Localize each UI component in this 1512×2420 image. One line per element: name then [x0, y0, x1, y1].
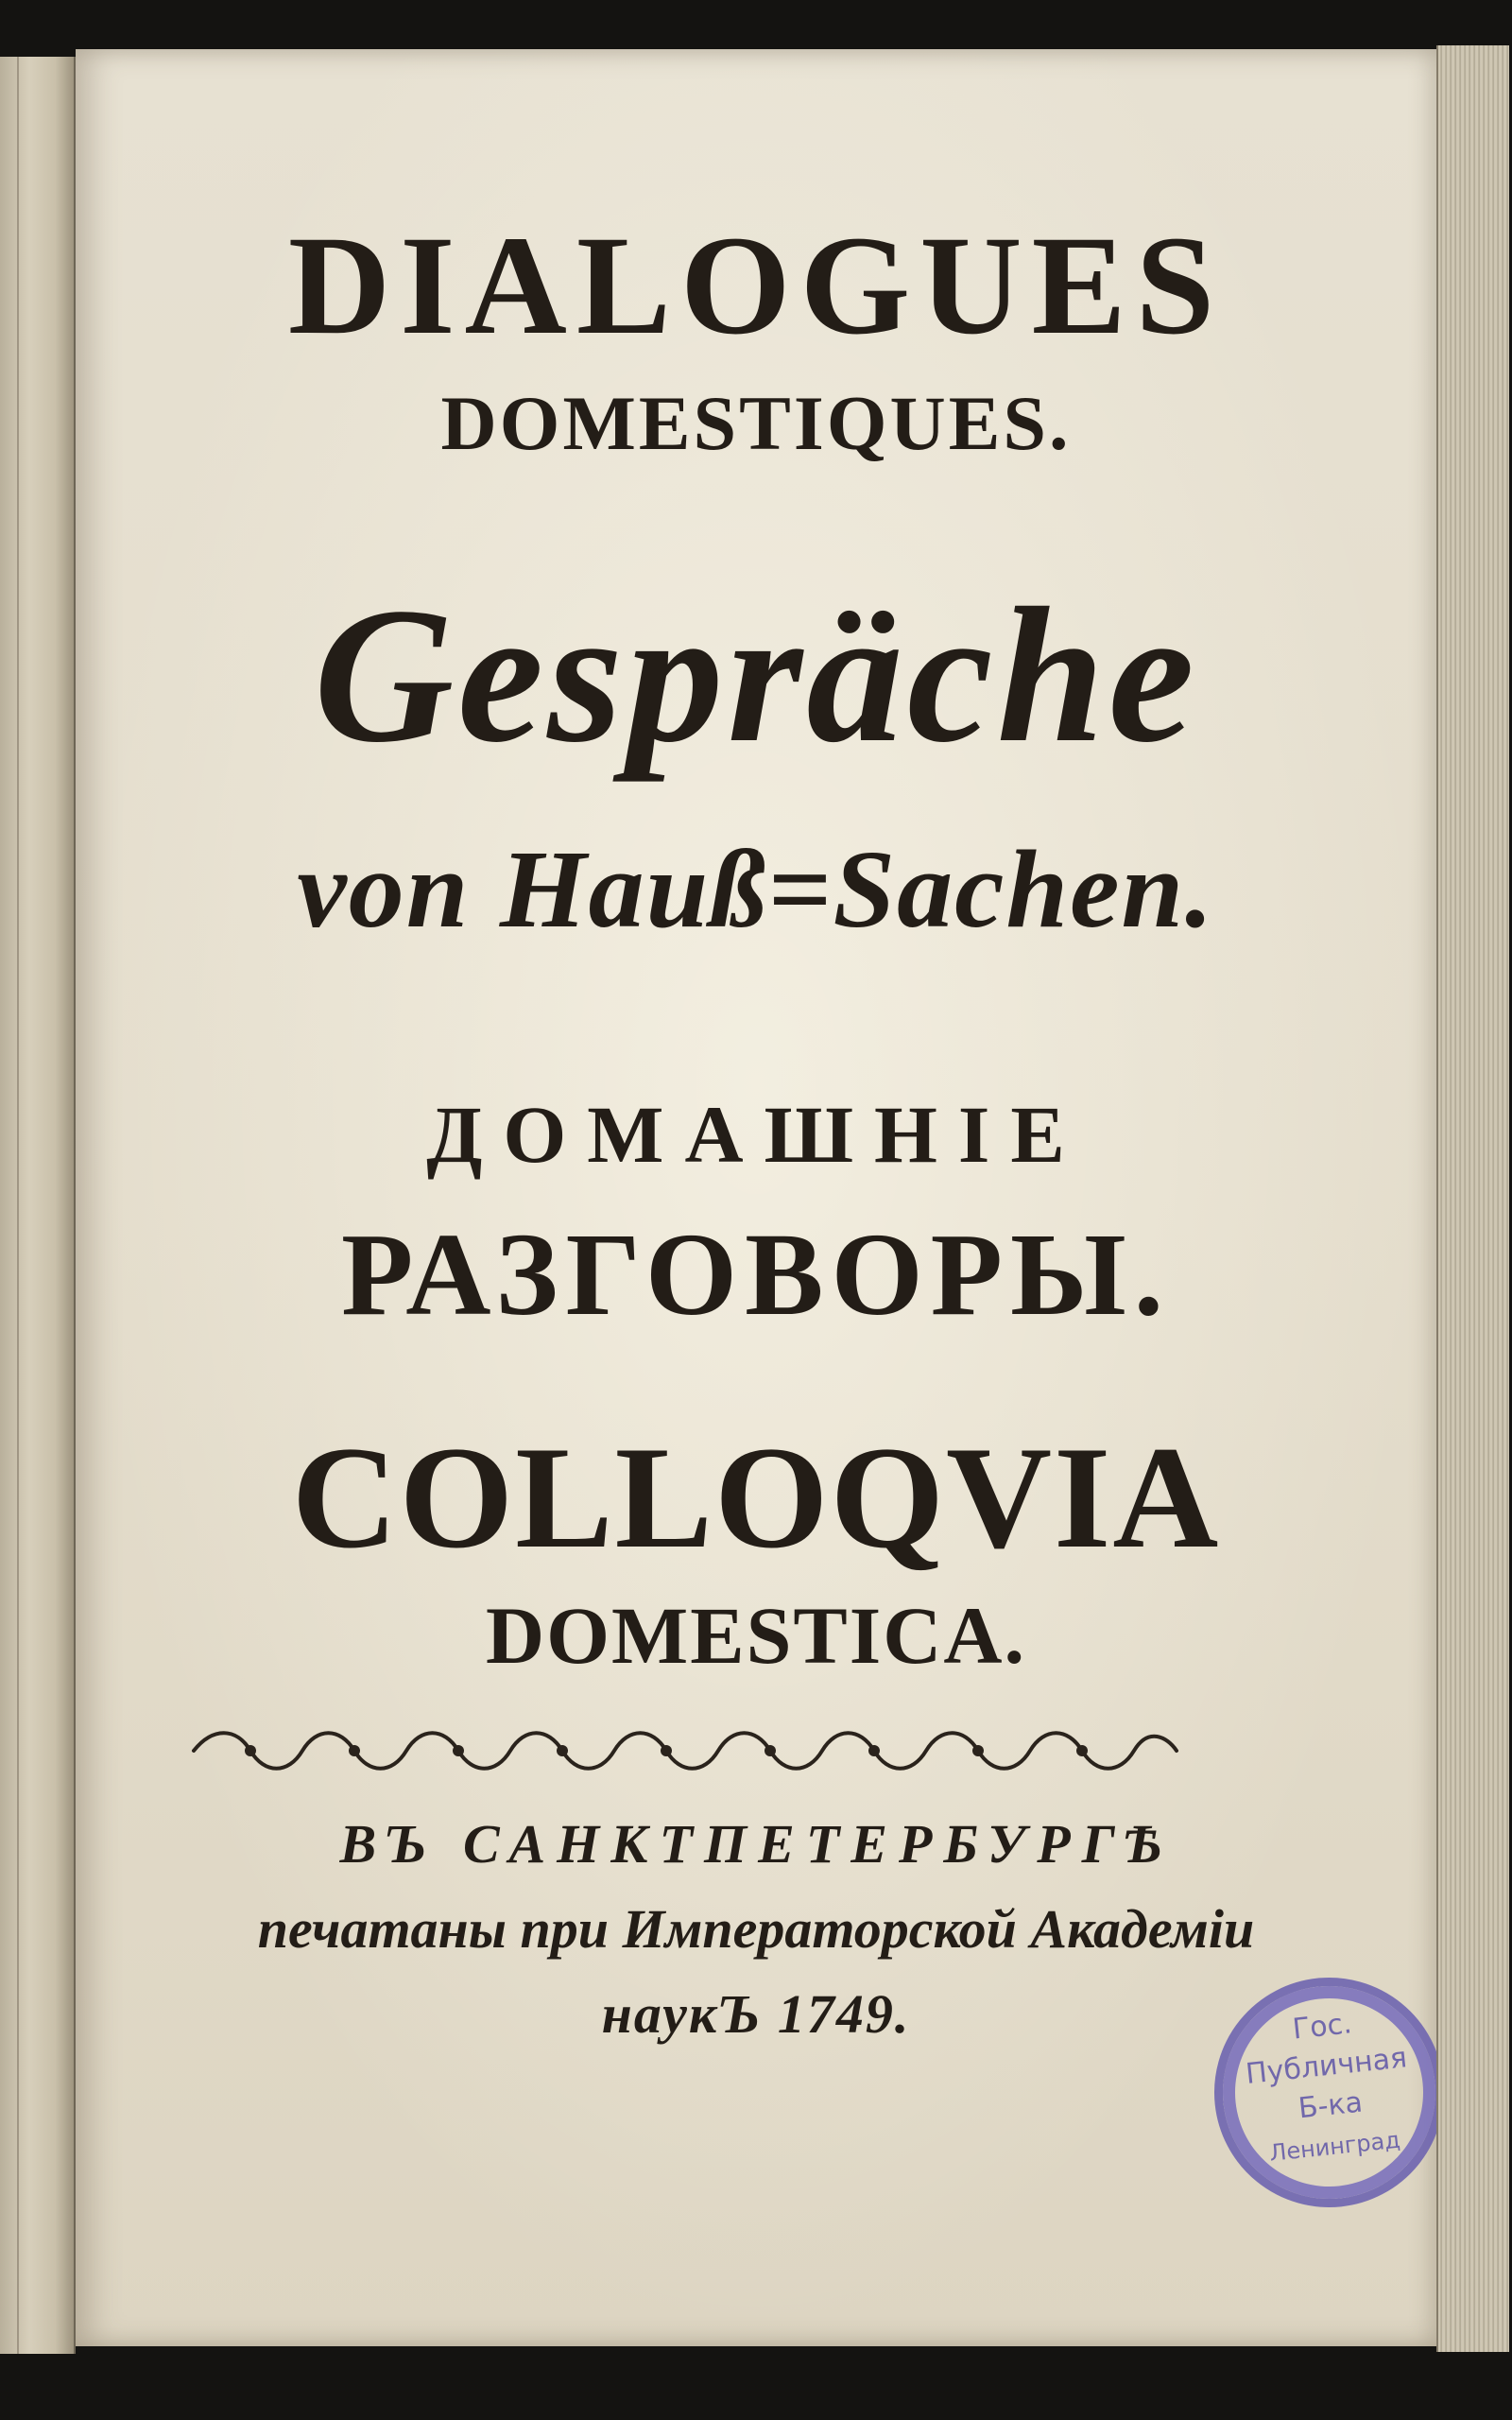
ornamental-rule	[184, 1722, 1186, 1779]
stamp-line-4: Ленинград	[1267, 2126, 1402, 2167]
facing-page-edge	[0, 57, 76, 2354]
title-page	[76, 49, 1436, 2346]
german-title-line-2: von Hauß=Sachen.	[297, 827, 1215, 951]
french-title-line-2: DOMESTIQUES.	[440, 380, 1072, 466]
imprint-year: наукЪ 1749.	[601, 1983, 911, 2045]
imprint-printer: печатаны при Императорской Академіи	[257, 1898, 1255, 1960]
latin-title-line-1: COLLOQVIA	[291, 1416, 1221, 1579]
german-title-line-1: Gespräche	[314, 568, 1198, 783]
french-title-line-1: DIALOGUES	[287, 207, 1225, 364]
russian-title-line-2: РАЗГОВОРЫ.	[340, 1210, 1172, 1340]
russian-title-line-1: ДОМАШНІЕ	[426, 1089, 1086, 1180]
stamp-line-2: Публичная	[1244, 2041, 1409, 2092]
imprint-place: ВЪ САНКТПЕТЕРБУРГѢ	[339, 1813, 1173, 1875]
stamp-line-1: Гос.	[1291, 2007, 1354, 2047]
stamp-line-3: Б-ка	[1297, 2085, 1365, 2126]
latin-title-line-2: DOMESTICA.	[486, 1590, 1026, 1681]
book-fore-edge	[1436, 45, 1509, 2352]
